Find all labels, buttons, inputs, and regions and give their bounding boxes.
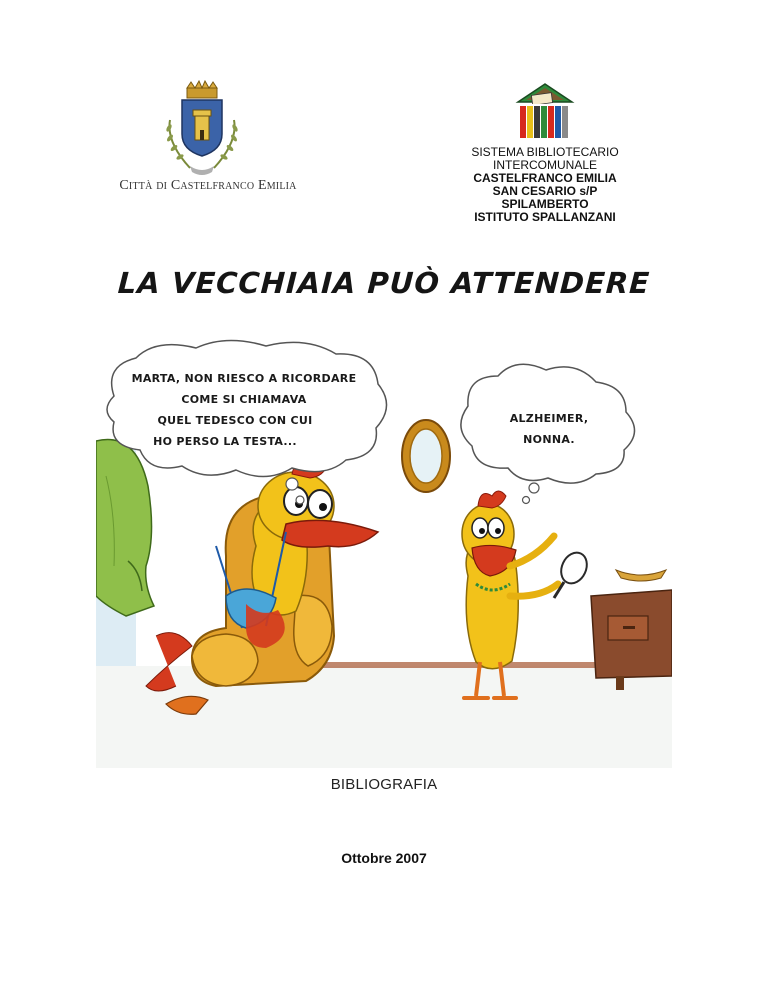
library-line-6: ISTITUTO SPALLANZANI	[474, 210, 616, 224]
library-line-4: SAN CESARIO s/P	[492, 184, 598, 198]
library-system-logo	[512, 80, 578, 142]
bubble-left-line-2: COME SI CHIAMAVA	[181, 393, 307, 406]
library-line-2: INTERCOMUNALE	[492, 158, 597, 172]
bubble-left-line-4: HO PERSO LA TESTA...	[153, 435, 297, 448]
cartoon-illustration	[96, 336, 672, 768]
library-system-text	[452, 146, 638, 224]
bubble-left-line-3: QUEL TEDESCO CON CUI	[157, 414, 313, 427]
bubble-right-line-1: ALZHEIMER,	[509, 412, 589, 425]
library-line-3: CASTELFRANCO EMILIA	[473, 171, 617, 185]
bibliography-label: BIBLIOGRAFIA	[330, 776, 438, 793]
page-title: LA VECCHIAIA PUÒ ATTENDERE	[116, 266, 652, 300]
bubble-left-line-1: MARTA, NON RIESCO A RICORDARE	[131, 372, 357, 385]
bubble-right-line-2: NONNA.	[523, 433, 575, 446]
library-line-1: SISTEMA BIBLIOTECARIO	[471, 145, 619, 159]
city-name: Città di Castelfranco Emilia	[119, 178, 297, 193]
city-crest-logo	[160, 80, 244, 178]
library-line-5: SPILAMBERTO	[501, 197, 589, 211]
speech-bubble-left	[107, 340, 387, 476]
publication-date: Ottobre 2007	[341, 850, 427, 866]
